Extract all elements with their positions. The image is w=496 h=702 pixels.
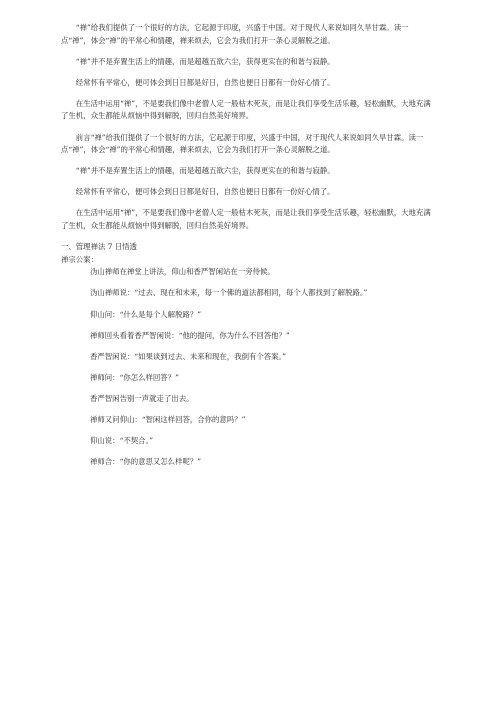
dialog-line: 仰山说：“不契合。” (90, 436, 153, 446)
dialog-line: 仰山问：“什么是每个人解脱路？” (90, 309, 202, 319)
dialog-line: 香严智闲告别一声就走了出去。 (90, 393, 194, 403)
paragraph: 在生活中运用“禅”，不是要我们像中老僧人定一般枯木死灰，而是让我们享受生活乐趣，轻松幽默，大地充满了生机，众生都能从烦恼中得到解脱，回归自然美好境界。 (61, 208, 431, 231)
dialog-line: 沩山禅师说：“过去、现在和未来，每一个佛的道法都相同，每个人都找到了解脱路。” (90, 288, 368, 298)
paragraph: 前言“禅”给我们提供了一个很好的方法，它起源于印度，兴盛于中国，对于现代人来说如同久旱甘霖。读一点“禅”，体会“禅”的平常心和情趣，禅来烦去，它会为我们打开一条心灵解脱之道。 (61, 132, 424, 155)
dialog-line: 香严智闲说：“如果谈到过去、未来和现在，我倒有个答案。” (90, 351, 287, 361)
section-heading: 一、管理禅法 7 日悟透 (61, 242, 137, 252)
paragraph: 在生活中运用“禅”，不是要我们像中老僧人定一般枯木死灰，而是让我们享受生活乐趣，轻松幽默，大地充满了生机，众生都能从烦恼中得到解脱，回归自然美好境界。 (61, 98, 431, 121)
paragraph: 经常怀有平常心，便可体会到日日都是好日，自然也便日日都有一份好心情了。 (75, 187, 335, 197)
paragraph: “禅”并不是弃置生活上的情趣，而是超越五欲六尘，获得更实在的和谐与寂静。 (75, 166, 335, 176)
dialog-line: 禅师合：“你的意思又怎么样呢？” (90, 457, 202, 467)
dialog-line: 禅师回头看着香严智闲说：“他的提问，你为什么不回答他？” (90, 330, 290, 340)
dialog-line: 沩山禅师在禅堂上讲法，仰山和香严智闲站在一旁侍候。 (90, 267, 275, 277)
dialog-line: 禅师又问仰山：“智闲这样回答，合你的意吗？” (90, 414, 246, 424)
paragraph: “禅”并不是弃置生活上的情趣，而是超越五欲六尘，获得更实在的和谐与寂静。 (75, 56, 335, 66)
dialog-line: 禅师问：“你怎么样回答？” (90, 372, 179, 382)
paragraph: 经常怀有平常心，便可体会到日日都是好日，自然也便日日都有一份好心情了。 (75, 77, 335, 87)
subheading: 禅宗公案： (61, 254, 98, 264)
document-body (61, 22, 431, 477)
paragraph: “禅”给我们提供了一个很好的方法，它起源于印度，兴盛于中国。对于现代人来说如同久旱甘霖。读一点“禅”，体会“禅”的平常心和情趣，禅来烦去，它会为我们打开一条心灵解脱之道。 (61, 23, 409, 45)
